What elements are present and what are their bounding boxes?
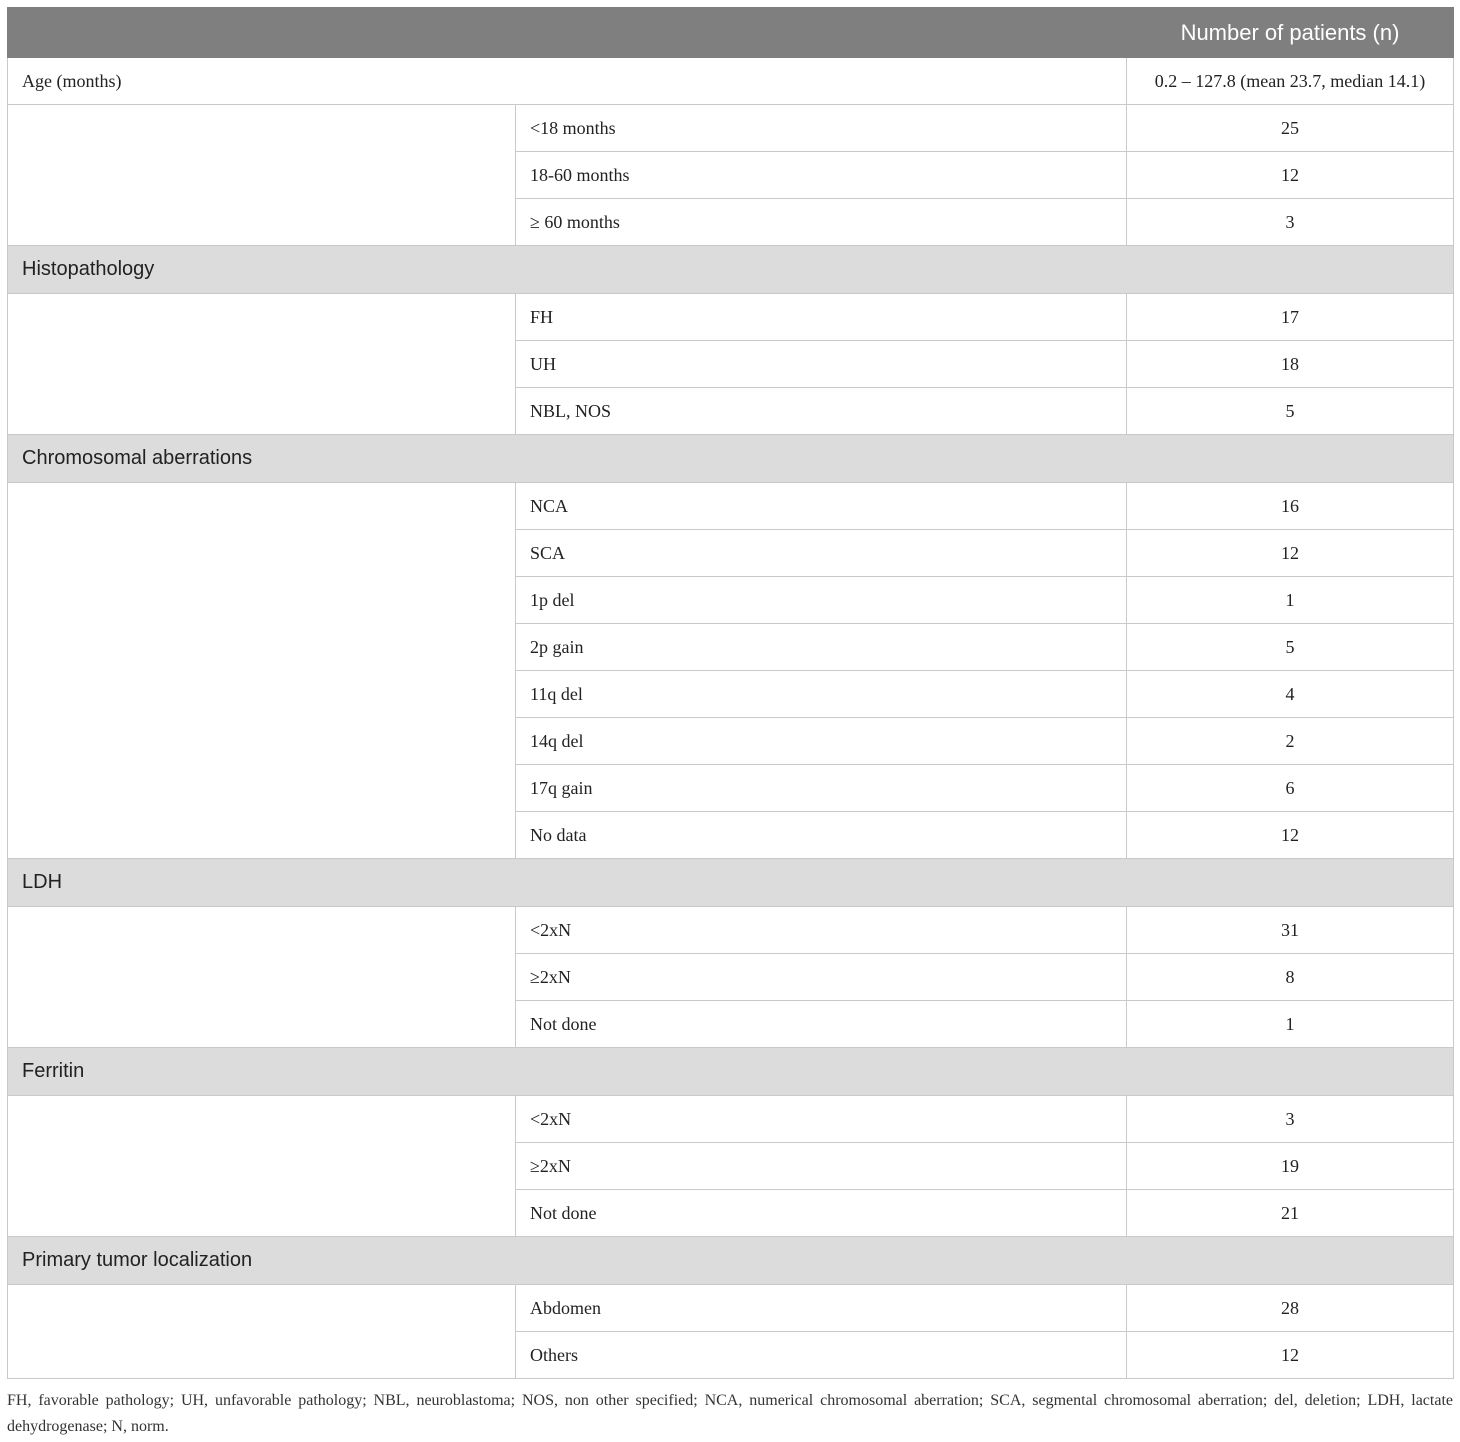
row-label: 14q del [516,718,1127,765]
table-footnote: FH, favorable pathology; UH, unfavorable pathology; NBL, neuroblastoma; NOS, non other specified; NCA, numerical chromosomal aberration; SCA, segmental chromosomal aberration; del, deletion; LDH, lactate dehydrogenase; N, norm. [7,1392,1453,1435]
age-label: Age (months) [8,58,1127,105]
header-blank-cell [8,8,1127,58]
table-row [8,1285,1454,1332]
row-value: 5 [1127,388,1454,435]
row-value: 18 [1127,341,1454,388]
row-value: 28 [1127,1285,1454,1332]
table-header-row [8,8,1454,58]
row-label: FH [516,294,1127,341]
age-row [8,58,1454,105]
section-header-row [8,435,1454,483]
section-header-row [8,246,1454,294]
row-label: <2xN [516,1096,1127,1143]
section-title: LDH [8,859,1454,907]
row-value: 16 [1127,483,1454,530]
row-value: 25 [1127,105,1454,152]
row-label: ≥2xN [516,954,1127,1001]
row-label: UH [516,341,1127,388]
group-blank-cell [8,907,516,1048]
group-blank-cell [8,105,516,246]
group-blank-cell [8,1096,516,1237]
row-label: 17q gain [516,765,1127,812]
section-header-row [8,1048,1454,1096]
row-value: 17 [1127,294,1454,341]
row-value: 31 [1127,907,1454,954]
row-value: 21 [1127,1190,1454,1237]
row-value: 2 [1127,718,1454,765]
row-label: ≥2xN [516,1143,1127,1190]
row-label: NCA [516,483,1127,530]
section-title: Histopathology [8,246,1454,294]
group-blank-cell [8,1285,516,1379]
row-label: Abdomen [516,1285,1127,1332]
row-label: ≥ 60 months [516,199,1127,246]
section-title: Ferritin [8,1048,1454,1096]
row-label: 11q del [516,671,1127,718]
row-label: Others [516,1332,1127,1379]
row-value: 6 [1127,765,1454,812]
row-label: NBL, NOS [516,388,1127,435]
patient-characteristics-table [7,7,1454,1379]
row-label: <18 months [516,105,1127,152]
row-label: <2xN [516,907,1127,954]
section-title: Primary tumor localization [8,1237,1454,1285]
row-label: SCA [516,530,1127,577]
row-label: 18-60 months [516,152,1127,199]
row-value: 8 [1127,954,1454,1001]
row-value: 12 [1127,530,1454,577]
row-value: 12 [1127,1332,1454,1379]
row-label: 2p gain [516,624,1127,671]
header-number-of-patients: Number of patients (n) [1127,8,1454,58]
row-value: 3 [1127,199,1454,246]
row-label: 1p del [516,577,1127,624]
row-value: 5 [1127,624,1454,671]
table-row [8,1096,1454,1143]
row-value: 19 [1127,1143,1454,1190]
table-row [8,907,1454,954]
row-label: No data [516,812,1127,859]
row-value: 3 [1127,1096,1454,1143]
section-title: Chromosomal aberrations [8,435,1454,483]
row-value: 1 [1127,577,1454,624]
section-header-row [8,1237,1454,1285]
row-label: Not done [516,1001,1127,1048]
group-blank-cell [8,483,516,859]
section-header-row [8,859,1454,907]
row-value: 1 [1127,1001,1454,1048]
table-row [8,105,1454,152]
table-row [8,483,1454,530]
row-value: 4 [1127,671,1454,718]
group-blank-cell [8,294,516,435]
row-value: 12 [1127,152,1454,199]
age-value: 0.2 – 127.8 (mean 23.7, median 14.1) [1127,58,1454,105]
row-label: Not done [516,1190,1127,1237]
table-row [8,294,1454,341]
row-value: 12 [1127,812,1454,859]
